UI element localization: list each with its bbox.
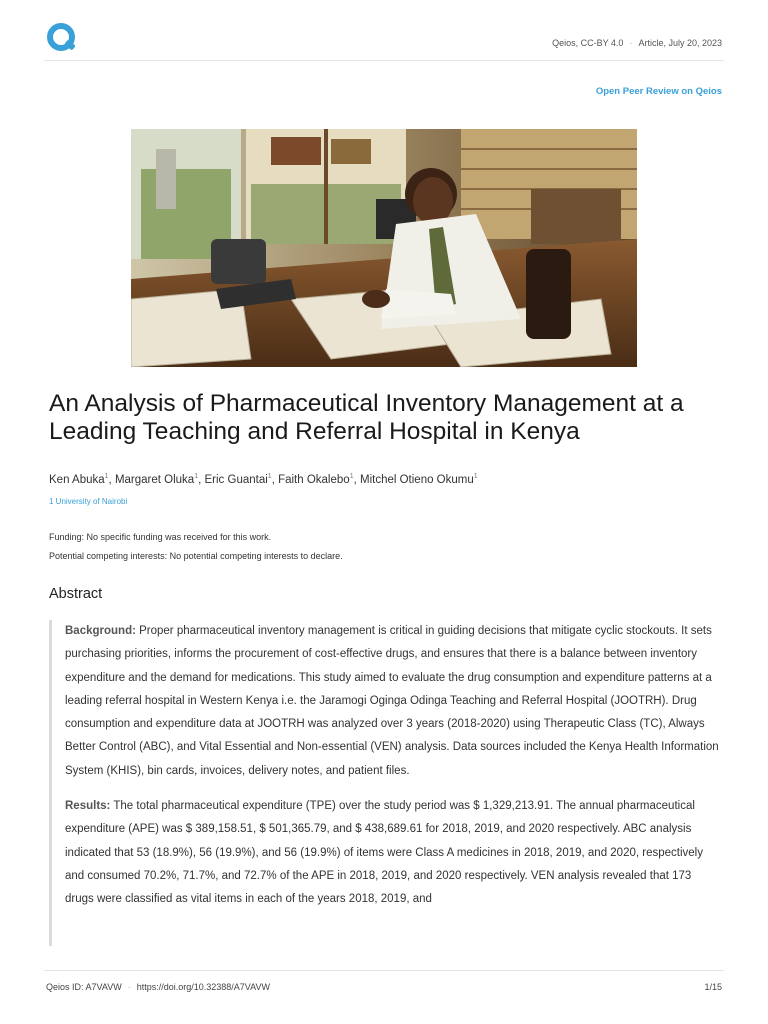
page-header (44, 20, 724, 61)
affiliation-list: 1 University of Nairobi (49, 497, 128, 506)
doi-link[interactable]: https://doi.org/10.32388/A7VAVW (136, 982, 270, 992)
competing-interests-statement (49, 551, 343, 561)
results-label: Results: (65, 800, 111, 813)
footer-separator: · (127, 982, 131, 992)
meta-separator: · (629, 38, 633, 48)
qeios-logo-icon[interactable] (46, 22, 78, 54)
qeios-id: Qeios ID: A7VAVW (46, 982, 122, 992)
hero-image (131, 129, 637, 367)
competing-interests-text: No potential competing interests to declare. (169, 551, 343, 561)
author-name[interactable]: Faith Okalebo (278, 473, 350, 486)
license-text: Qeios, CC-BY 4.0 (552, 38, 624, 48)
abstract-background-paragraph (65, 620, 721, 783)
author-name[interactable]: Margaret Oluka (114, 473, 195, 486)
results-text: The total pharmaceutical expenditure (TPE) over the study period was $ 1,329,213.91. The annual pharmaceutical expenditure (APE) was $ 389,158.51, $ 501,365.79, and $ 438,689.61 for 2018, 2019, and 2020 respectively. ABC analysis indicated that 53 (18.9%), 56 (19.9%), and 56 (19.9%) of items were Class A medicines in 2018, 2019, and 2020, respectively and consumed 70.2%, 71.7%, and 72.7% of the APE in 2018, 2019, and 2020 respectively. VEN analysis revealed that 173 drugs were classified as vital items in each of the years 2018, 2019, and (65, 800, 703, 906)
author-name[interactable]: Eric Guantai (204, 473, 268, 486)
background-text: Proper pharmaceutical inventory management is critical in guiding decisions that mitigate cyclic stockouts. It sets purchasing priorities, informs the procurement of cost-effective drugs, and ensures that there is a balance between inventory expenditure and the demand for medications. This study aimed to evaluate the drug consumption and expenditure patterns at a leading referral hospital in Western Kenya i.e. the Jaramogi Oginga Odinga Teaching and Referral Hospital (JOOTRH). Drug consumption and expenditure data at JOOTRH was analyzed over 3 years (2018-2020) using Therapeutic Class (TC), Always Better Control (ABC), and Vital Essential and Non-essential (VEN) analysis. Data sources included the Kenya Health Information System (KHIS), bin cards, invoices, delivery notes, and patient files. (65, 625, 719, 777)
author-affiliation-marker: 1 (349, 473, 354, 480)
page-number: 1/15 (704, 982, 722, 992)
illustration-man-writing-at-desk-icon (131, 129, 637, 367)
page-footer (44, 970, 724, 992)
funding-statement (49, 532, 271, 542)
author-affiliation-marker: 1 (104, 473, 109, 480)
author-name[interactable]: Mitchel Otieno Okumu (359, 473, 474, 486)
article-title: An Analysis of Pharmaceutical Inventory Management at a Leading Teaching and Referral Hospital in Kenya (49, 390, 684, 445)
abstract-heading: Abstract (49, 586, 103, 602)
funding-label: Funding: (49, 532, 85, 542)
author-name[interactable]: Ken Abuka (49, 473, 105, 486)
footer-identifiers (46, 982, 270, 992)
author-affiliation-marker: 1 (267, 473, 272, 480)
author-list: Ken Abuka$^1$, Margaret Oluka$^1$, Eric Guantai$^1$, Faith Okalebo$^1$, Mitchel Otieno Okumu$^1$ (49, 473, 478, 486)
background-label: Background: (65, 625, 136, 637)
abstract-body (49, 620, 721, 946)
open-peer-review-link[interactable]: Open Peer Review on Qeios (595, 86, 722, 97)
competing-interests-label: Potential competing interests: (49, 551, 168, 561)
abstract-results-paragraph (65, 795, 721, 911)
author-affiliation-marker: 1 (194, 473, 199, 480)
funding-text: No specific funding was received for this work. (86, 532, 272, 542)
article-date: Article, July 20, 2023 (638, 38, 722, 48)
author-affiliation-marker: 1 (473, 473, 478, 480)
article-meta (552, 38, 722, 48)
